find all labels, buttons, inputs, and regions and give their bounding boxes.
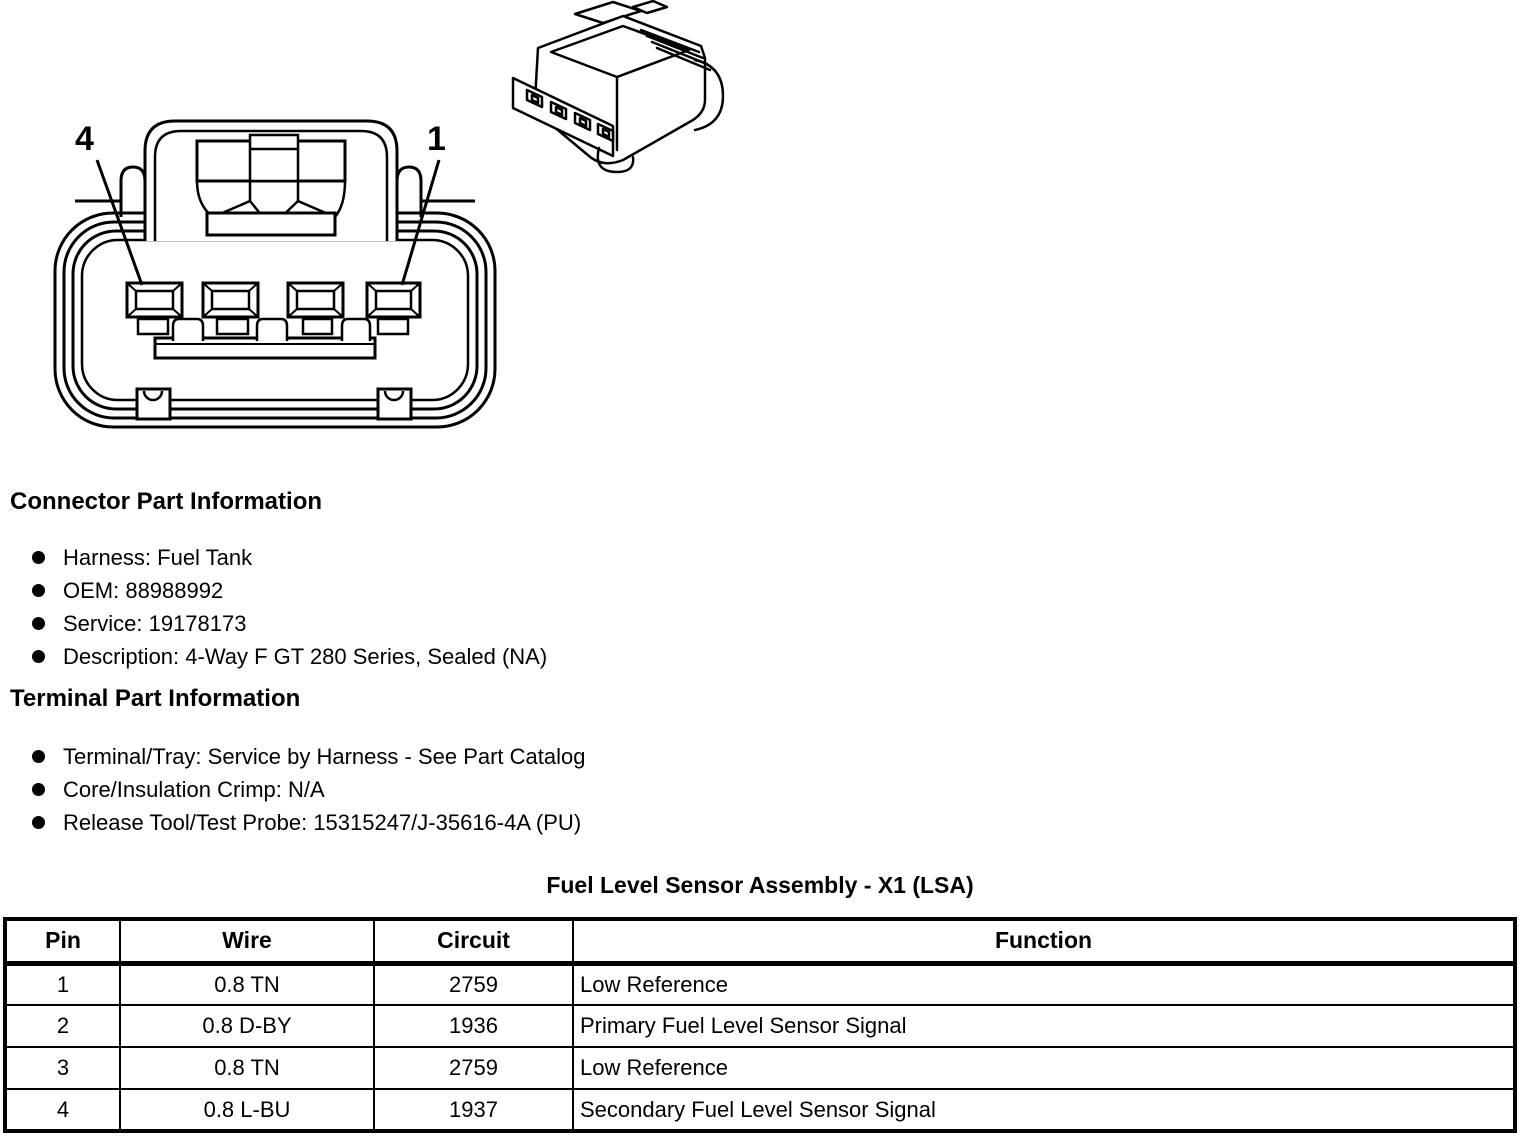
- function-cell: Secondary Fuel Level Sensor Signal: [573, 1089, 1515, 1131]
- circuit-cell: 2759: [374, 1047, 573, 1089]
- wire-cell: 0.8 TN: [120, 963, 374, 1005]
- table-title: Fuel Level Sensor Assembly - X1 (LSA): [546, 872, 974, 898]
- circuit-cell: 1936: [374, 1005, 573, 1047]
- column-header-circuit: Circuit: [374, 919, 573, 963]
- table-row: [5, 1089, 1515, 1131]
- circuit-cell: 1937: [374, 1089, 573, 1131]
- connector-front-view-diagram: [45, 105, 505, 435]
- bottom-lock-tabs: [137, 389, 411, 419]
- list-item-text: Release Tool/Test Probe: 15315247/J-35616-4A (PU): [63, 809, 582, 835]
- function-cell: Low Reference: [573, 963, 1515, 1005]
- terminal-slot-1: [367, 283, 420, 317]
- terminal-info-heading: Terminal Part Information: [10, 685, 301, 712]
- table-row: [5, 963, 1515, 1005]
- bullet-icon: [32, 617, 45, 630]
- pin-cell: 3: [5, 1047, 120, 1089]
- column-header-function: Function: [573, 919, 1515, 963]
- connector-info-heading: Connector Part Information: [10, 488, 323, 515]
- keyway-bar: [155, 319, 375, 358]
- bullet-icon: [32, 650, 45, 663]
- list-item-text: Service: 19178173: [63, 610, 247, 636]
- terminal-info-list: [32, 740, 586, 839]
- list-item-text: Core/Insulation Crimp: N/A: [63, 776, 325, 802]
- wire-cell: 0.8 D-BY: [120, 1005, 374, 1047]
- table-row: [5, 1047, 1515, 1089]
- circuit-cell: 2759: [374, 963, 573, 1005]
- list-item: [32, 607, 547, 640]
- terminal-slot-4: [127, 283, 182, 317]
- pin-1-label: 1: [427, 120, 446, 158]
- list-item: [32, 773, 586, 806]
- bullet-icon: [32, 816, 45, 829]
- bullet-icon: [32, 750, 45, 763]
- table-row: [5, 1005, 1515, 1047]
- wire-cell: 0.8 L-BU: [120, 1089, 374, 1131]
- column-header-wire: Wire: [120, 919, 374, 963]
- list-item: [32, 740, 586, 773]
- pin-cell: 2: [5, 1005, 120, 1047]
- connector-body-3d: [535, 16, 705, 163]
- connector-info-list: [32, 541, 547, 673]
- list-item: [32, 640, 547, 673]
- bullet-icon: [32, 783, 45, 796]
- terminal-slots: [127, 283, 420, 317]
- list-item: [32, 541, 547, 574]
- function-cell: Low Reference: [573, 1047, 1515, 1089]
- bullet-icon: [32, 551, 45, 564]
- terminal-slot-2: [288, 283, 343, 317]
- pin-4-label: 4: [75, 120, 94, 158]
- pin-cell: 1: [5, 963, 120, 1005]
- function-cell: Primary Fuel Level Sensor Signal: [573, 1005, 1515, 1047]
- list-item-text: OEM: 88988992: [63, 577, 224, 603]
- column-header-pin: Pin: [5, 919, 120, 963]
- pinout-table: [3, 917, 1517, 1133]
- list-item: [32, 806, 586, 839]
- connector-perspective-diagram: [483, 0, 741, 180]
- list-item-text: Terminal/Tray: Service by Harness - See Part Catalog: [63, 743, 586, 769]
- table-header-row: [5, 919, 1515, 963]
- list-item: [32, 574, 547, 607]
- pin-cell: 4: [5, 1089, 120, 1131]
- list-item-text: Description: 4-Way F GT 280 Series, Sealed (NA): [63, 643, 548, 669]
- terminal-slot-3: [203, 283, 258, 317]
- bullet-icon: [32, 584, 45, 597]
- wire-cell: 0.8 TN: [120, 1047, 374, 1089]
- list-item-text: Harness: Fuel Tank: [63, 544, 253, 570]
